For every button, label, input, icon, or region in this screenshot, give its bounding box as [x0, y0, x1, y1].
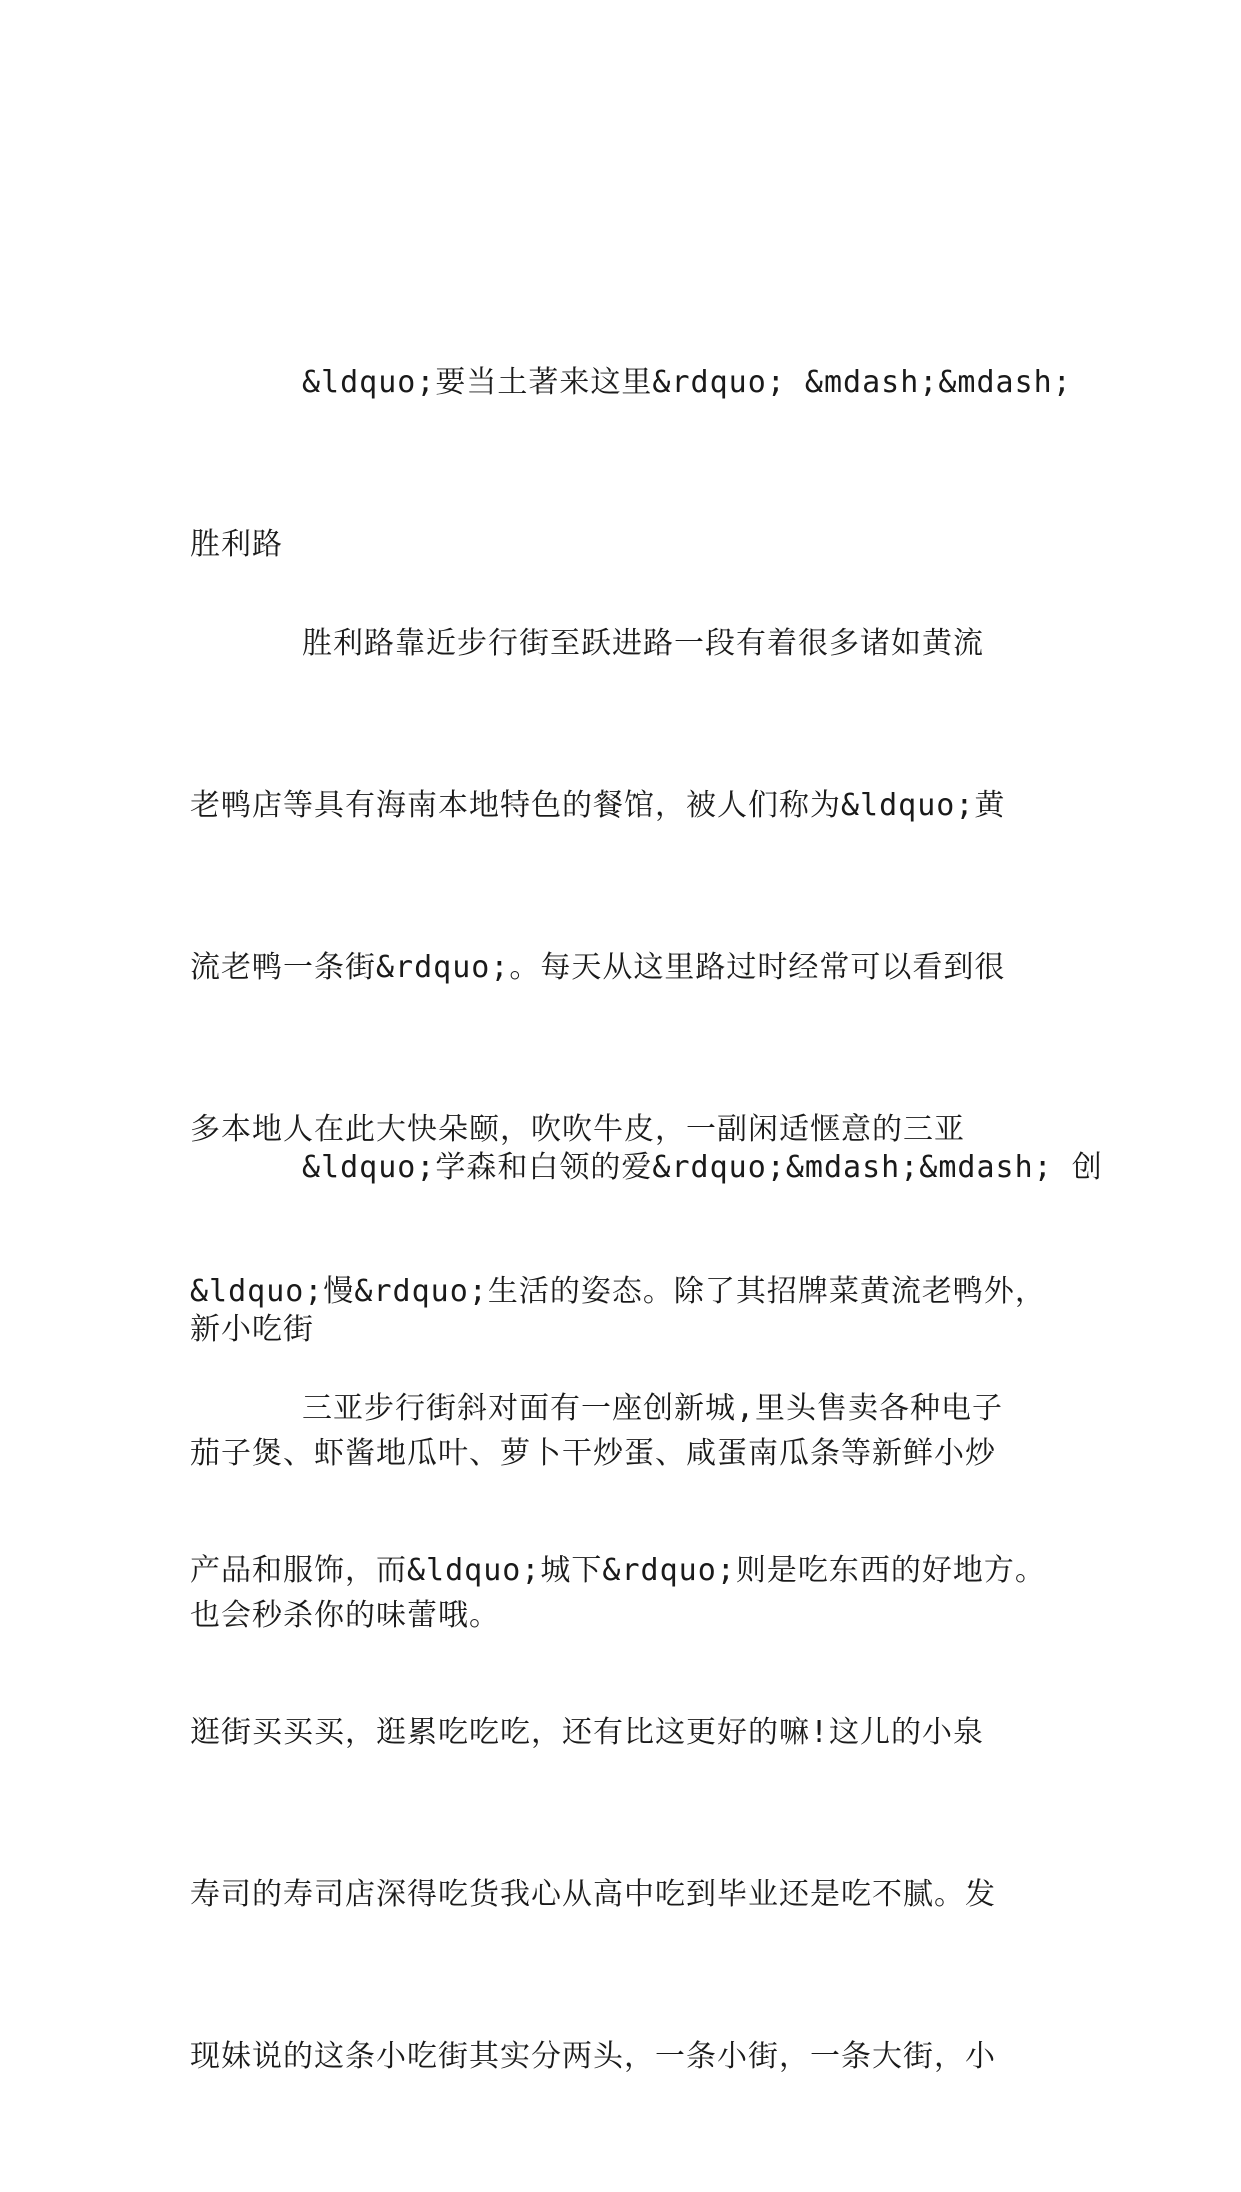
paragraph-line: 寿司的寿司店深得吃货我心从高中吃到毕业还是吃不腻。发: [190, 1877, 996, 1912]
paragraph-line: 产品和服饰，而&ldquo;城下&rdquo;则是吃东西的好地方。: [190, 1553, 1046, 1588]
paragraph-line: 老鸭店等具有海南本地特色的餐馆，被人们称为&ldquo;黄: [190, 788, 1006, 823]
paragraph-line: &ldquo;慢&rdquo;生活的姿态。除了其招牌菜黄流老鸭外，: [190, 1274, 1046, 1309]
heading-line: 新小吃街: [190, 1312, 314, 1347]
paragraph-line: 逛街买买买，逛累吃吃吃，还有比这更好的嘛!这儿的小泉: [190, 1715, 985, 1750]
heading-line: &ldquo;要当土著来这里&rdquo; &mdash;&mdash;: [302, 365, 1072, 400]
heading-line: &ldquo;学森和白领的爱&rdquo;&mdash;&mdash; 创: [302, 1150, 1103, 1185]
paragraph-line: 三亚步行街斜对面有一座创新城,里头售卖各种电子: [302, 1391, 1004, 1426]
paragraph-innovation-snack-street: [190, 1274, 1060, 2192]
paragraph-line: 胜利路靠近步行街至跃进路一段有着很多诸如黄流: [302, 626, 984, 661]
paragraph-line: 流老鸭一条街&rdquo;。每天从这里路过时经常可以看到很: [190, 950, 1006, 985]
heading-line: 胜利路: [190, 527, 283, 562]
paragraph-line: 现妹说的这条小吃街其实分两头，一条小街，一条大街，小: [190, 2039, 996, 2074]
paragraph-line: 茄子煲、虾酱地瓜叶、萝卜干炒蛋、咸蛋南瓜条等新鲜小炒: [190, 1436, 996, 1471]
paragraph-line: 也会秒杀你的味蕾哦。: [190, 1598, 500, 1633]
paragraph-line: 多本地人在此大快朵颐，吹吹牛皮，一副闲适惬意的三亚: [190, 1112, 965, 1147]
